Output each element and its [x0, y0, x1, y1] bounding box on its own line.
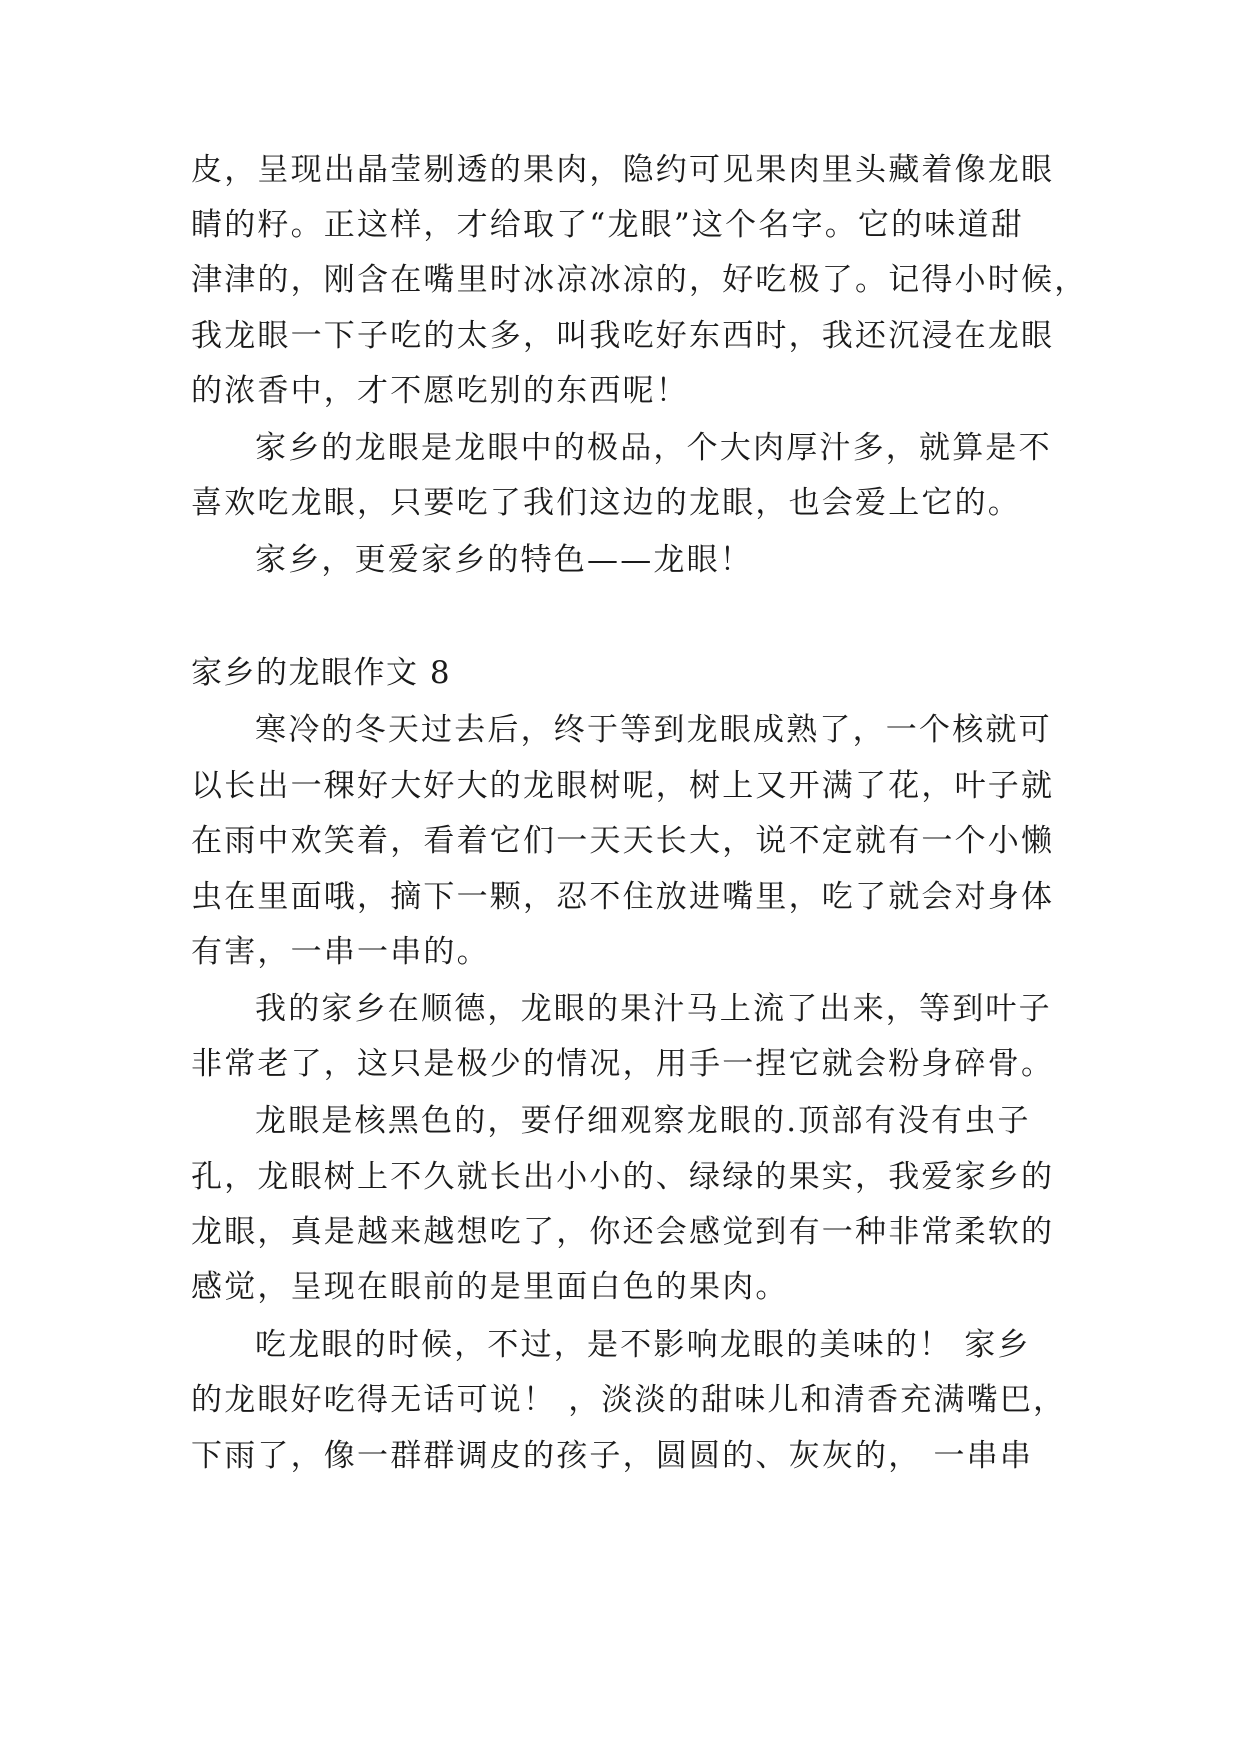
text-line: 有害，一串一串的。	[191, 934, 490, 970]
text-line: 睛的籽。正这样，才给取了“龙眼”这个名字。它的味道甜	[191, 207, 1024, 243]
paragraph-start-line: 龙眼是核黑色的，要仔细观察龙眼的.顶部有没有虫子	[255, 1103, 1031, 1139]
paragraph-start-line: 家乡，更爱家乡的特色——龙眼！	[255, 542, 753, 578]
text-line: 虫在里面哦，摘下一颗，忍不住放进嘴里，吃了就会对身体	[191, 879, 1055, 915]
paragraph-start-line: 寒冷的冬天过去后，终于等到龙眼成熟了，一个核就可	[255, 712, 1052, 748]
text-line: 孔，龙眼树上不久就长出小小的、绿绿的果实，我爱家乡的	[191, 1159, 1055, 1195]
paragraph-start-line: 家乡的龙眼是龙眼中的极品，个大肉厚汁多，就算是不	[255, 430, 1052, 466]
paragraph-start-line: 我的家乡在顺德，龙眼的果汁马上流了出来，等到叶子	[255, 991, 1052, 1027]
text-line: 津津的，刚含在嘴里时冰凉冰凉的，好吃极了。记得小时候，	[191, 262, 1088, 298]
text-line: 下雨了，像一群群调皮的孩子，圆圆的、灰灰的， 一串串	[191, 1438, 1034, 1474]
text-line: 在雨中欢笑着，看着它们一天天长大，说不定就有一个小懒	[191, 823, 1055, 859]
text-line: 我龙眼一下子吃的太多，叫我吃好东西时，我还沉浸在龙眼	[191, 318, 1055, 354]
text-line: 非常老了，这只是极少的情况，用手一捏它就会粉身碎骨。	[191, 1046, 1055, 1082]
text-line: 以长出一稞好大好大的龙眼树呢，树上又开满了花，叶子就	[191, 768, 1055, 804]
text-line: 的浓香中，才不愿吃别的东西呢！	[191, 373, 689, 409]
essay-title: 家乡的龙眼作文 8	[191, 655, 452, 691]
text-line: 皮，呈现出晶莹剔透的果肉，隐约可见果肉里头藏着像龙眼	[191, 152, 1055, 188]
text-line: 龙眼，真是越来越想吃了，你还会感觉到有一种非常柔软的	[191, 1214, 1055, 1250]
text-line: 感觉，呈现在眼前的是里面白色的果肉。	[191, 1269, 789, 1305]
text-line: 喜欢吃龙眼，只要吃了我们这边的龙眼，也会爱上它的。	[191, 485, 1021, 521]
paragraph-start-line: 吃龙眼的时候，不过，是不影响龙眼的美味的！ 家乡	[255, 1327, 1031, 1363]
text-line: 的龙眼好吃得无话可说！ ，淡淡的甜味儿和清香充满嘴巴，	[191, 1382, 1067, 1418]
